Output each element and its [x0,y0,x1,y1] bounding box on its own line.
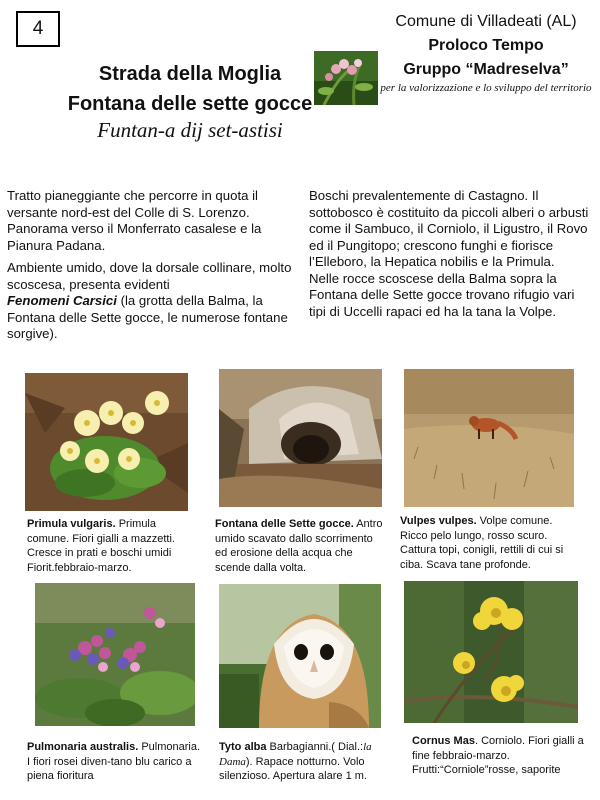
intro-left-p2-text-a: Ambiente umido, dove la dorsale collinare, molto scoscesa, presenta evidenti [7,260,292,292]
tyto-text-a: Barbagianni.( Dial.: [266,741,364,753]
intro-left-paragraph-2 [7,260,293,343]
vulpes-caption [400,514,580,572]
cornus-photo [404,581,578,723]
tyto-text-b: ). Rapace notturno. Volo silenzioso. Apertura alare 1 m. [219,755,367,783]
tyto-caption [219,740,394,784]
pulmonaria-photo [35,583,195,726]
vulpes-text: Volpe comune. Ricco pelo lungo, rosso scuro. Cattura topi, conigli, rettili di cui si ciba. Scava tane profonde. [400,515,564,571]
subtitle: Funtan-a dij set-astisi [97,118,283,142]
cornus-text: . Corniolo. Fiori gialli a fine febbraio-marzo. Frutti:“Corniole”rosse, saporite [412,735,584,777]
fontana-grotto-photo [219,369,382,507]
intro-right-paragraph-2: Nelle rocce scoscese della Balma sopra la Fontana delle Sette gocce trovano rifugio vari tipi di Uccelli rapaci ed ha la tana la Volpe. [309,270,575,319]
pulmonaria-name: Pulmonaria australis. [27,741,139,753]
page-number-box [16,11,60,47]
intro-left-paragraph-1: Tratto pianeggiante che percorre in quota il versante nord-est del Colle di S. Lorenzo. Panorama verso il Monferrato casalese e la Pianura Padana. [7,188,262,253]
title-line-1: Strada della Moglia [98,63,282,85]
primula-text: Primula comune. Fiori gialli a mazzetti. Cresce in prati e boschi umidi Fiorit.febbraio-marzo. [27,518,175,574]
fontana-caption [215,517,387,575]
org-proloco: Proloco Tempo [428,37,544,54]
intro-right-paragraph-1: Boschi prevalentemente di Castagno. Il sottobosco è costituito da piccoli alberi o arbusti come il Sambuco, il Corniolo, il Ligustro, il Rovo ed il Pungitopo; crescono funghi e fiorisce l’Elleboro, la Hepatica nobilis e la Primula. [309,188,589,269]
fontana-text: Antro umido scavato dallo scorrimento ed erosione della acqua che scende dalla volta. [215,518,383,574]
primula-caption [27,517,197,575]
primula-photo [25,373,188,511]
pulmonaria-caption [27,740,202,784]
intro-right-text [309,188,593,326]
org-gruppo: Gruppo “Madreselva” [403,61,569,78]
fontana-name: Fontana delle Sette gocce. [215,518,354,530]
org-comune: Comune di Villadeati (AL) [395,13,577,30]
fenomeni-carsici-label: Fenomeni Carsici [7,293,117,308]
intro-left-text [7,188,293,349]
org-motto: per la valorizzazione e lo sviluppo del territorio [380,82,592,94]
logo-flower-photo [314,51,378,105]
cornus-caption [412,734,590,778]
primula-name: Primula vulgaris. [27,518,116,530]
tyto-name: Tyto alba [219,741,267,753]
title-line-2: Fontana delle sette gocce [67,93,313,115]
page-number: 4 [32,18,44,39]
pulmonaria-text: Pulmonaria. I fiori rosei diven-tano blu carico a piena fioritura [27,741,201,783]
cornus-name: Cornus Mas [412,735,475,747]
fox-photo [404,369,574,507]
vulpes-name: Vulpes vulpes. [400,515,477,527]
tyto-dialect-name: la Dama [219,741,372,768]
intro-left-p2-text-b: (la grotta della Balma, la Fontana delle Sette gocce, le numerose fontane sorgive). [7,293,288,341]
owl-photo [219,584,381,728]
